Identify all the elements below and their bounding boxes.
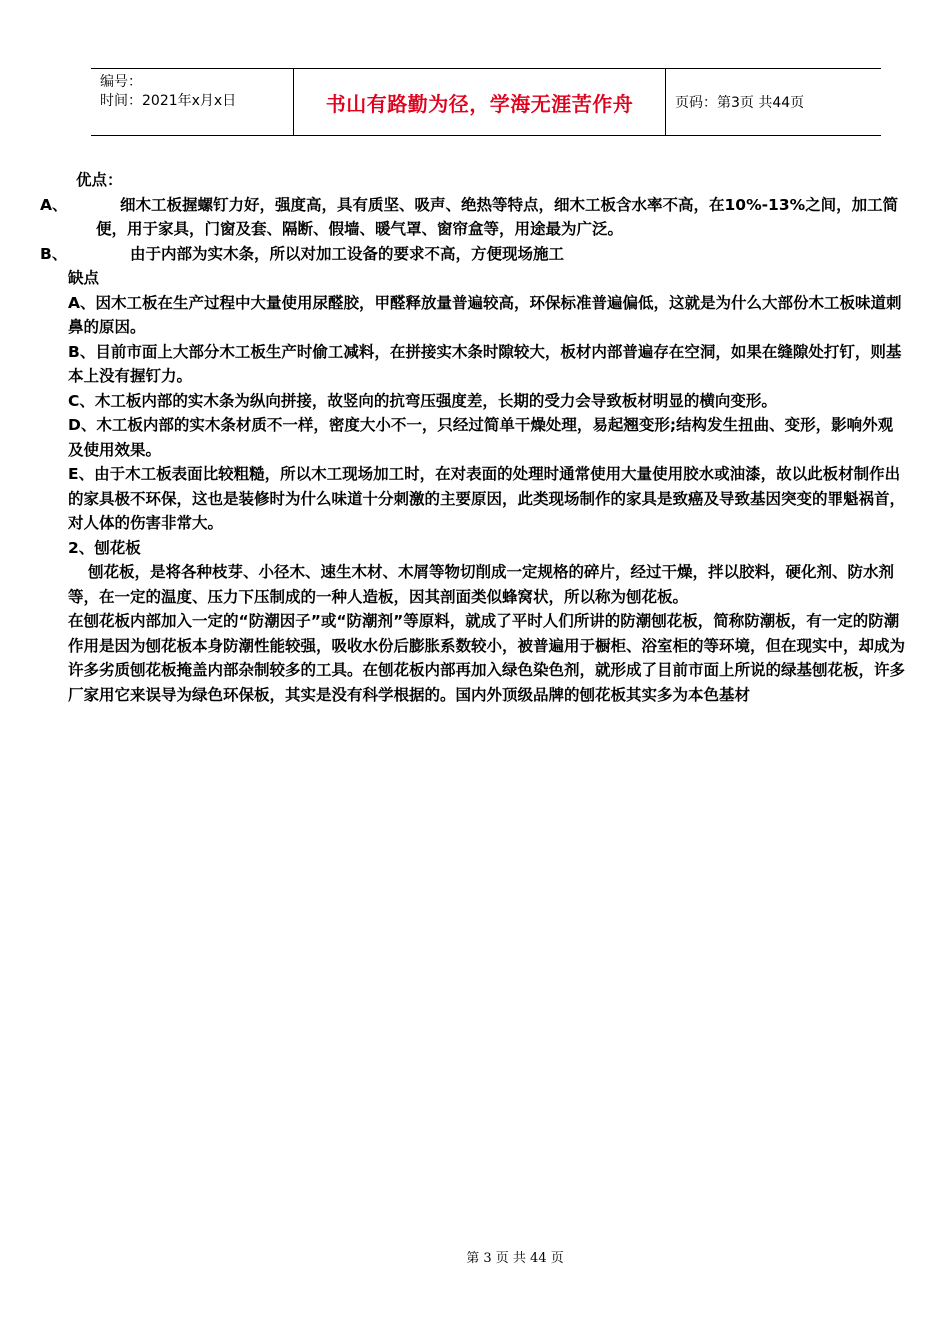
header-motto: 书山有路勤为径，学海无涯苦作舟 xyxy=(293,69,666,135)
disadvantage-e: E、由于木工板表面比较粗糙，所以木工现场加工时，在对表面的处理时通常使用大量使用胶水或油漆，故以此板材制作出的家具极不环保，这也是装修时为什么味道十分刺激的主要原因，此类现场制作的家具是致癌及导致基因突变的罪魁祸首，对人体的伤害非常大。 xyxy=(68,465,906,532)
disadvantage-c: C、木工板内部的实木条为纵向拼接，故竖向的抗弯压强度差，长期的受力会导致板材明显的横向变形。 xyxy=(68,391,777,410)
advantage-b xyxy=(40,242,908,267)
disadvantage-a: A、因木工板在生产过程中大量使用尿醛胶，甲醛释放量普遍较高，环保标准普遍偏低，这就是为什么大部份木工板味道刺鼻的原因。 xyxy=(68,293,902,336)
section-2-paragraph-1: 刨花板，是将各种枝芽、小径木、速生木材、木屑等物切削成一定规格的碎片，经过干燥，拌以胶料，硬化剂、防水剂等，在一定的温度、压力下压制成的一种人造板，因其剖面类似蜂窝状，所以称为刨花板。 xyxy=(68,563,895,606)
document-body xyxy=(40,168,908,707)
header-page-number: 页码：第3页 共44页 xyxy=(675,95,805,111)
advantage-a xyxy=(40,193,908,242)
disadvantage-b: B、目前市面上大部分木工板生产时偷工减料，在拼接实木条时隙较大，板材内部普遍存在空洞，如果在缝隙处打钉，则基本上没有握钉力。 xyxy=(68,342,902,385)
page-header xyxy=(91,68,881,136)
advantages-heading: 优点： xyxy=(76,171,123,189)
list-marker: B、 xyxy=(40,244,68,263)
section-2-heading: 2、刨花板 xyxy=(68,538,141,557)
header-meta xyxy=(91,69,293,135)
advantage-a-text: 细木工板握螺钉力好，强度高，具有质坚、吸声、绝热等特点，细木工板含水率不高，在10%-13%之间，加工简便，用于家具，门窗及套、隔断、假墙、暖气罩、窗帘盒等，用途最为广泛。 xyxy=(96,195,899,238)
disadvantages-heading: 缺点 xyxy=(68,269,100,287)
disadvantage-d: D、木工板内部的实木条材质不一样，密度大小不一，只经过简单干燥处理，易起翘变形;结构发生扭曲、变形，影响外观及使用效果。 xyxy=(68,416,894,459)
page-footer: 第 3 页 共 44 页 xyxy=(466,1251,564,1266)
list-marker: A、 xyxy=(40,195,68,214)
advantage-b-text: 由于内部为实木条，所以对加工设备的要求不高，方便现场施工 xyxy=(130,244,565,263)
document-number-label: 编号： xyxy=(100,74,142,90)
document-time-label: 时间：2021年x月x日 xyxy=(100,93,237,109)
section-2-paragraph-2: 在刨花板内部加入一定的“防潮因子”或“防潮剂”等原料，就成了平时人们所讲的防潮刨花板，简称防潮板，有一定的防潮作用是因为刨花板本身防潮性能较强，吸收水份后膨胀系数较小，被普遍用于橱柜、浴室柜的等环境，但在现实中，却成为许多劣质刨花板掩盖内部杂制较多的工具。在刨花板内部再加入绿色染色剂，就形成了目前市面上所说的绿基刨花板，许多厂家用它来误导为绿色环保板，其实是没有科学根据的。国内外顶级品牌的刨花板其实多为本色基材 xyxy=(68,612,906,704)
